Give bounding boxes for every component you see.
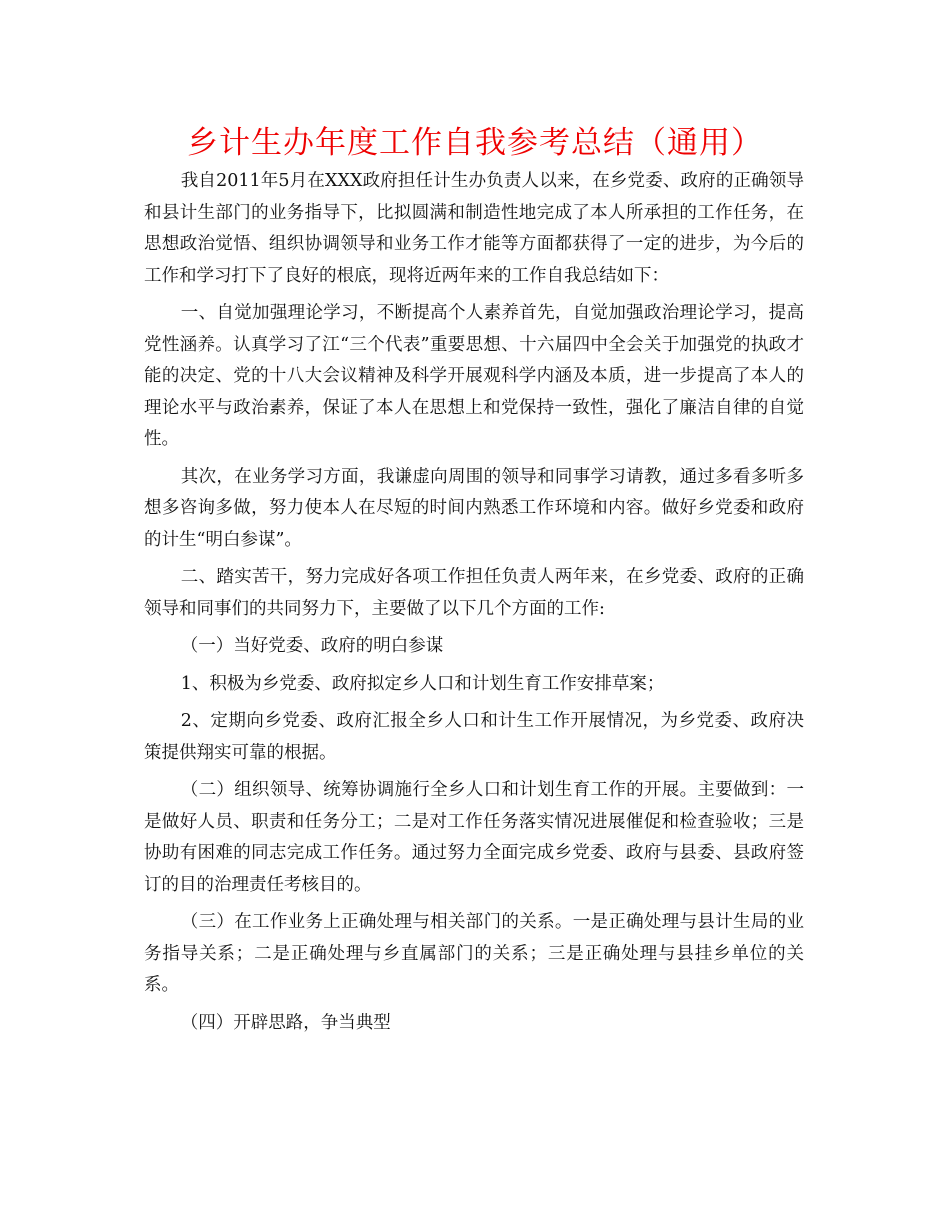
paragraph-intro: 我自2011年5月在XXX政府担任计生办负责人以来，在乡党委、政府的正确领导和县计生部门的业务指导下，比拟圆满和制造性地完成了本人所承担的工作任务，在思想政治觉悟、组织协调领导和业务工作才能等方面都获得了一定的进步，为今后的工作和学习打下了良好的根底，现将近两年来的工作自我总结如下： [144,171,804,286]
document-body [144,166,804,1045]
paragraph-subsection-1: （一）当好党委、政府的明白参谋 [180,636,444,656]
document-title: 乡计生办年度工作自我参考总结（通用） [187,125,763,161]
paragraph-item-1: 1、积极为乡党委、政府拟定乡人口和计划生育工作安排草案； [180,673,665,694]
paragraph-subsection-4: （四）开辟思路，争当典型 [180,1012,391,1033]
paragraph-section-two: 二、踏实苦干，努力完成好各项工作担任负责人两年来，在乡党委、政府的正确领导和同事们的共同努力下，主要做了以下几个方面的工作: [144,567,804,619]
paragraph-subsection-2: （二）组织领导、统筹协调施行全乡人口和计划生育工作的开展。主要做到：一是做好人员、职责和任务分工；二是对工作任务落实情况进展催促和检查验收；三是协助有困难的同志完成工作任务。通过努力全面完成乡党委、政府与县委、县政府签订的目的治理责任考核目的。 [144,780,804,895]
paragraph-secondly: 其次，在业务学习方面，我谦虚向周围的领导和同事学习请教，通过多看多听多想多咨询多做，努力使本人在尽短的时间内熟悉工作环境和内容。做好乡党委和政府的计生“明白参谋”。 [144,466,804,550]
paragraph-section-one: 一、自觉加强理论学习，不断提高个人素养首先，自觉加强政治理论学习，提高党性涵养。认真学习了江“三个代表”重要思想、十六届四中全会关于加强党的执政才能的决定、党的十八大会议精神及科学开展观科学内涵及本质，进一步提高了本人的理论水平与政治素养，保证了本人在思想上和党保持一致性，强化了廉洁自律的自觉性。 [144,303,804,449]
paragraph-subsection-3: （三）在工作业务上正确处理与相关部门的关系。一是正确处理与县计生局的业务指导关系；二是正确处理与乡直属部门的关系；三是正确处理与县挂乡单位的关系。 [144,912,804,995]
paragraph-item-2: 2、定期向乡党委、政府汇报全乡人口和计生工作开展情况，为乡党委、政府决策提供翔实可靠的根据。 [144,711,804,763]
